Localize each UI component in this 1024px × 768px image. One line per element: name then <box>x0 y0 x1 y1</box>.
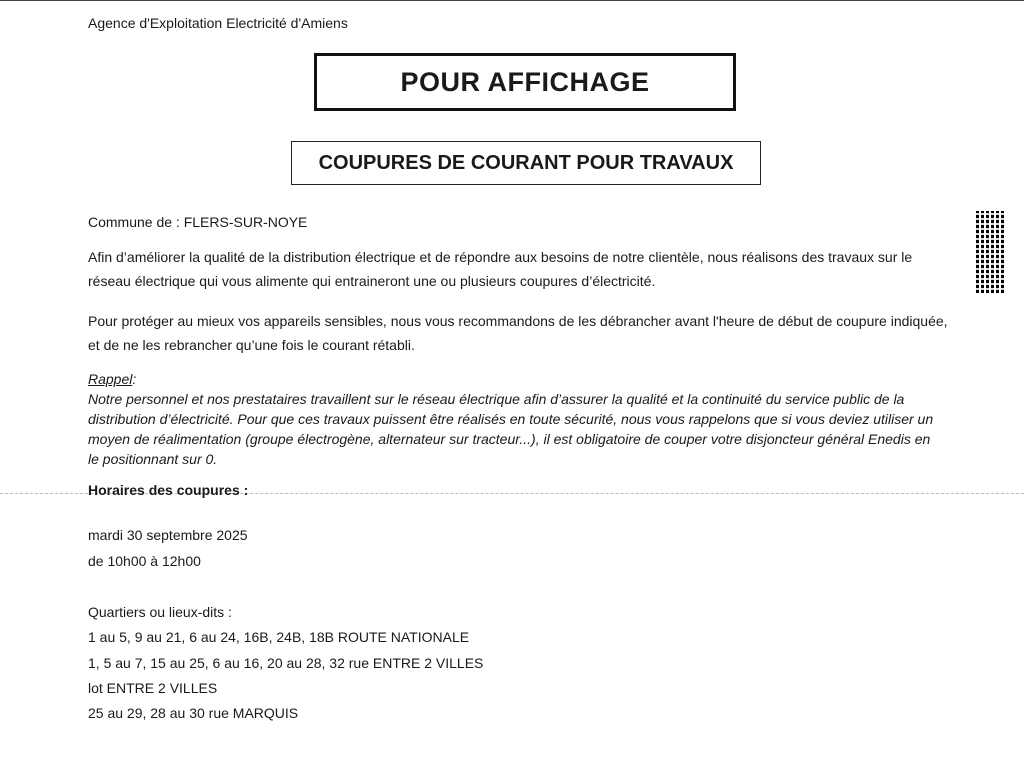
location-item: 1 au 5, 9 au 21, 6 au 24, 16B, 24B, 18B ROUTE NATIONALE <box>88 629 470 645</box>
advice-paragraph: Pour protéger au mieux vos appareils sensibles, nous vous recommandons de les débrancher avant l'heure de début de coupure indiquée, et de ne les rebrancher qu’une fois le courant rétabli. <box>88 313 948 353</box>
notice-title-box <box>291 141 761 185</box>
datamatrix-code <box>976 211 1004 293</box>
banner-title: POUR AFFICHAGE <box>400 66 650 97</box>
schedule-heading: Horaires des coupures : <box>88 482 249 498</box>
commune-line: Commune de : FLERS-SUR-NOYE <box>88 214 308 230</box>
reminder-label: Rappel <box>88 371 133 387</box>
agency-name: Agence d'Exploitation Electricité d'Amiens <box>88 15 348 31</box>
intro-paragraph: Afin d’améliorer la qualité de la distribution électrique et de répondre aux besoins de notre clientèle, nous réalisons des travaux sur le réseau électrique qui vous alimente qui entraineront une ou plusieurs coupures d’électricité. <box>88 249 913 289</box>
notice-title: COUPURES DE COURANT POUR TRAVAUX <box>318 151 734 174</box>
outage-date: mardi 30 septembre 2025 <box>88 527 248 543</box>
location-item: lot ENTRE 2 VILLES <box>88 680 218 696</box>
reminder-paragraph: Notre personnel et nos prestataires travaillent sur le réseau électrique afin d’assurer la qualité et la continuité du service public de la distribution d’électricité. Pour que ces travaux puissent être réalisés en toute sécurité, nous vous rappelons que si vous deviez utiliser un moyen de réalimentation (groupe électrogène, alternateur sur tracteur...), il est obligatoire de couper votre disjoncteur général Enedis en le positionnant sur 0. <box>88 391 934 467</box>
outage-hours: de 10h00 à 12h00 <box>88 553 201 569</box>
location-item: 1, 5 au 7, 15 au 25, 6 au 16, 20 au 28, 32 rue ENTRE 2 VILLES <box>88 655 484 671</box>
location-item: 25 au 29, 28 au 30 rue MARQUIS <box>88 705 299 721</box>
reminder-colon: : <box>132 371 137 387</box>
locations-heading: Quartiers ou lieux-dits : <box>88 604 232 620</box>
display-banner <box>314 53 736 111</box>
reminder-heading <box>88 369 136 389</box>
